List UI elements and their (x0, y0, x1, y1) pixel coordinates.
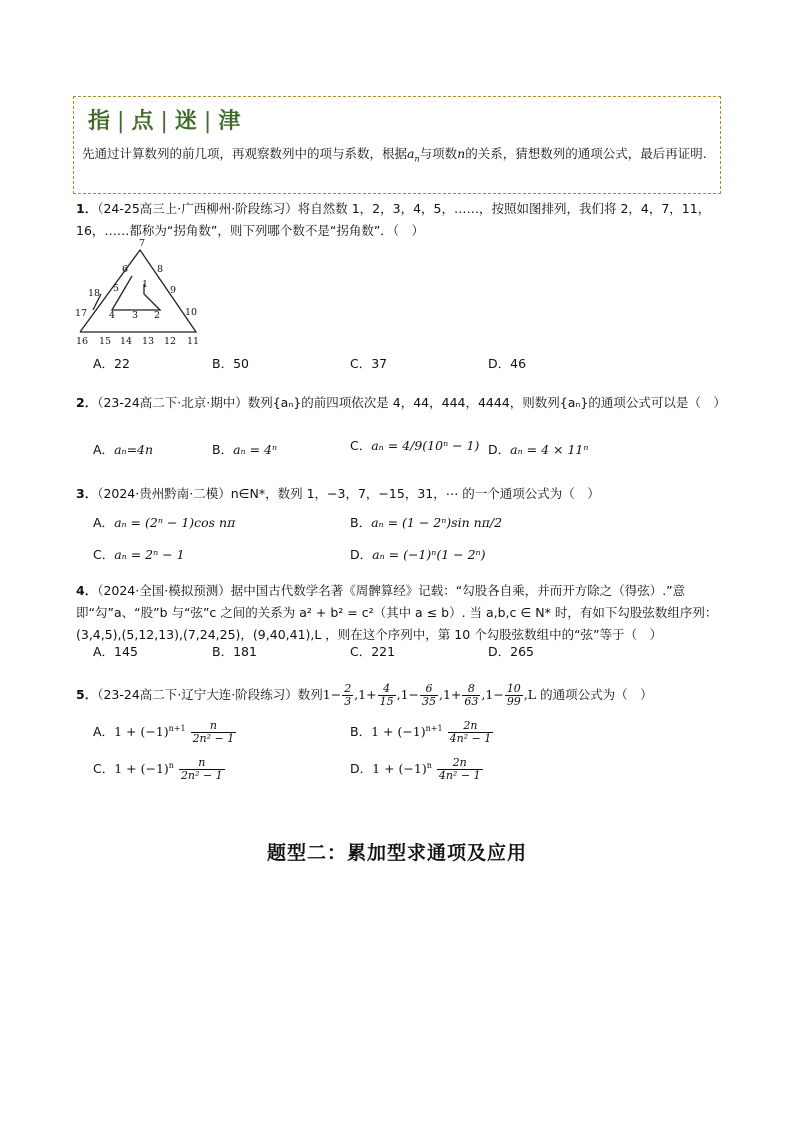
question-number: 5． (76, 687, 98, 702)
option-a[interactable] (93, 513, 235, 531)
fig-label: 4 (109, 310, 116, 321)
fig-label: 13 (142, 336, 155, 347)
option-b[interactable] (350, 513, 502, 531)
option-formula: $1 + (-1)^n$ $\frac{2n}{\text{4n² − 1}}$ (372, 756, 481, 782)
question-source: （23-24高二下·北京·期中） (97, 395, 248, 410)
option-c[interactable] (93, 757, 226, 782)
option-b[interactable]: B．181 (212, 644, 257, 659)
option-c[interactable] (350, 436, 479, 454)
option-label: C． (350, 438, 372, 453)
option-b[interactable]: B．50 (212, 356, 249, 371)
option-formula: aₙ = 4/9(10ⁿ − 1) (371, 438, 480, 453)
section-title: 题型二：累加型求通项及应用 (266, 842, 527, 864)
tip-text-2: 与项数 (419, 146, 458, 161)
option-formula: aₙ = 2ⁿ − 1 (114, 547, 185, 562)
fig-label: 9 (170, 285, 177, 296)
option-label: C． (93, 761, 115, 776)
option-formula: $1 + (-1)^{n+1}$ $\frac{n}{\text{2n² − 1}}$ (114, 719, 235, 745)
option-label: D． (350, 761, 373, 776)
fig-label: 3 (132, 310, 139, 321)
fig-label: 1 (142, 279, 149, 290)
option-formula: aₙ=4n (114, 442, 154, 457)
question-stem: 数列 (297, 687, 323, 702)
option-d[interactable] (350, 757, 484, 782)
question-stem: n∈N*，数列 1，−3，7，−15，31，⋯ 的一个通项公式为（ ） (230, 486, 600, 501)
option-d[interactable]: D．46 (488, 356, 527, 371)
tip-math-sub: n (414, 154, 420, 164)
question-number: 3． (76, 486, 98, 501)
option-formula: aₙ = (2ⁿ − 1)cos nπ (114, 515, 236, 530)
option-formula: aₙ = 4ⁿ (233, 442, 278, 457)
question-stem-end: 的通项公式为（ ） (540, 687, 653, 702)
fig-label: 2 (154, 310, 161, 321)
question-stem: 将自然数 1，2，3，4，5，……，按照如图排列，我们将 2，4，7，11，16，……都称为“拐角数”，则下列哪个数不是“拐角数”．（ ） (76, 201, 711, 238)
question-stem: 数列{aₙ}的前四项依次是 4，44，444，4444，则数列{aₙ}的通项公式可以是（ ） (247, 395, 726, 410)
option-d[interactable] (350, 545, 485, 563)
option-a[interactable] (93, 720, 237, 745)
option-formula: $1 + (-1)^n$ $\frac{n}{\text{2n² − 1}}$ (114, 756, 223, 782)
tip-math-n: n (457, 146, 466, 161)
option-label: A． (93, 515, 115, 530)
fig-label: 18 (88, 288, 101, 299)
question-5 (76, 682, 726, 708)
option-formula: aₙ = (−1)ⁿ(1 − 2ⁿ) (372, 547, 486, 562)
option-c[interactable]: C．37 (350, 356, 388, 371)
option-d[interactable]: D．265 (488, 644, 534, 659)
option-formula: $1 + (-1)^{n+1}$ $\frac{2n}{\text{4n² − 1}}$ (371, 719, 492, 745)
option-label: B． (212, 442, 234, 457)
tip-text (82, 143, 714, 171)
option-label: B． (350, 515, 372, 530)
tip-char-3: 迷 (174, 109, 198, 134)
fig-label: 8 (157, 264, 164, 275)
tip-math-a: a (407, 146, 415, 161)
fig-label: 11 (187, 336, 200, 347)
question-source: （2024·全国·模拟预测） (97, 583, 231, 598)
question-3 (76, 483, 726, 505)
tip-text-1: 先通过计算数列的前几项，再观察数列中的项与系数，根据 (82, 146, 408, 161)
fig-label: 16 (76, 336, 89, 347)
option-label: D． (488, 442, 511, 457)
tip-text-3: 的关系，猜想数列的通项公式，最后再证明. (465, 146, 707, 161)
question-source: （23-24高二下·辽宁大连·阶段练习） (97, 687, 298, 702)
option-label: A． (93, 724, 115, 739)
question-source: （24-25高三上·广西柳州·阶段练习） (97, 201, 298, 216)
option-label: C． (93, 547, 115, 562)
option-label: D． (350, 547, 373, 562)
option-formula: aₙ = 4 × 11ⁿ (510, 442, 589, 457)
question-2 (76, 392, 726, 414)
fig-label: 15 (99, 336, 112, 347)
tip-separator: | (160, 109, 169, 134)
question-number: 2． (76, 395, 98, 410)
tip-char-2: 点 (131, 109, 155, 134)
question-source: （2024·贵州黔南·二模） (97, 486, 231, 501)
option-c[interactable] (93, 545, 185, 563)
question-4 (76, 580, 726, 646)
option-a[interactable]: A．22 (93, 356, 130, 371)
option-a[interactable] (93, 440, 153, 458)
option-b[interactable] (212, 440, 277, 458)
question-stem: 据中国古代数学名著《周髀算经》记载：“勾股各自乘，并而开方除之（得弦）.”意即“勾”a、“股”b 与“弦”c 之间的关系为 a² + b² = c²（其中 a ≤ b）. 当 a,b,c ∈ N* 时，有如下勾股弦数组序列：(3,4,5),(5,12,13),(7,24,25)，(9,40,41),L ，则在这个序列中，第 10 个勾股弦数组中的“弦”等于（ ） (76, 583, 718, 642)
fig-label: 14 (120, 336, 133, 347)
fig-label: 5 (113, 283, 120, 294)
fig-label: 12 (164, 336, 177, 347)
option-label: B． (350, 724, 372, 739)
fig-label: 7 (139, 238, 146, 249)
option-label: A． (93, 442, 115, 457)
tip-char-4: 津 (218, 109, 242, 134)
question-number: 4． (76, 583, 98, 598)
option-formula: aₙ = (1 − 2ⁿ)sin nπ/2 (371, 515, 503, 530)
fig-label: 17 (75, 308, 88, 319)
tip-separator: | (203, 109, 213, 134)
sequence-formula: 1− $\frac{2}{3}$ ,1+ $\frac{4}{15}$ ,1− $\frac{6}{35}$ ,1+ $\frac{8}{63}$ ,1− $\frac{10}{99}$ ,L (322, 682, 537, 708)
option-b[interactable] (350, 720, 494, 745)
spiral-triangle-figure (72, 236, 204, 348)
fig-label: 6 (122, 264, 129, 275)
option-c[interactable]: C．221 (350, 644, 396, 659)
option-d[interactable] (488, 440, 588, 458)
fig-label: 10 (185, 307, 198, 318)
tip-separator: | (117, 109, 126, 134)
tip-title (88, 104, 241, 135)
option-a[interactable]: A．145 (93, 644, 138, 659)
tip-char-1: 指 (88, 109, 112, 134)
question-number: 1． (76, 201, 98, 216)
